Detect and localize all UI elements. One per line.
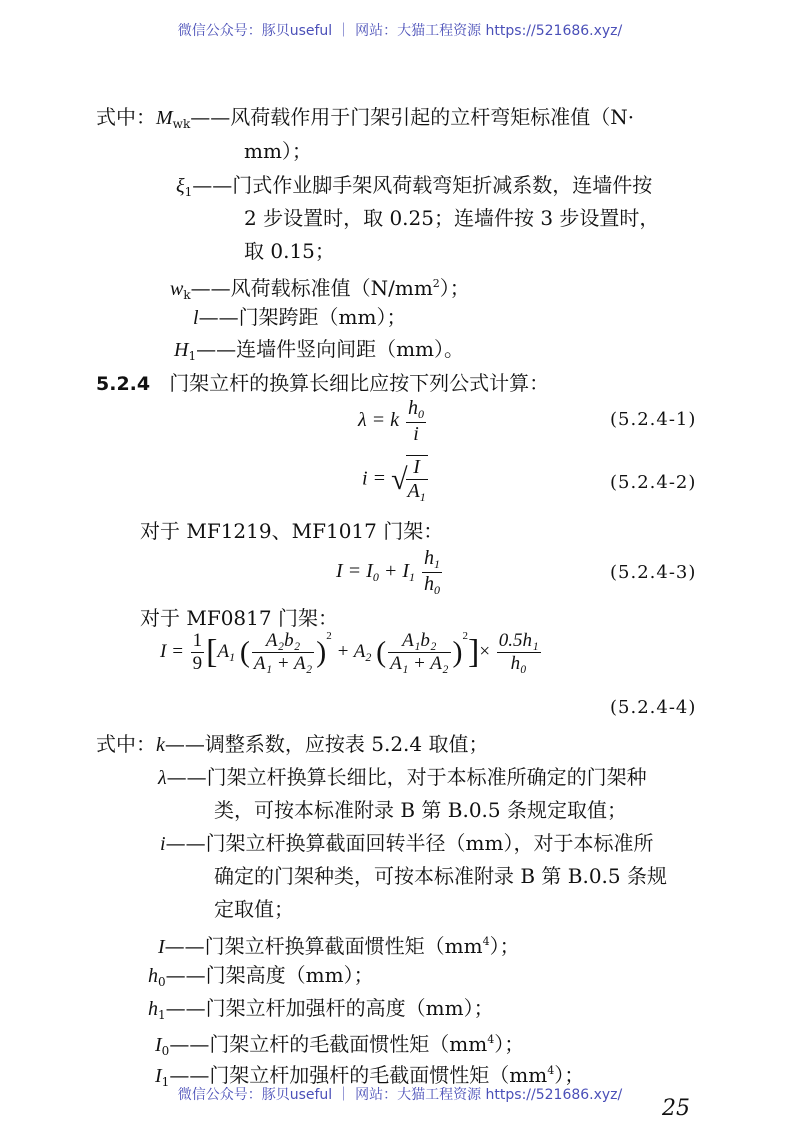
def-text: ）； xyxy=(494,1032,525,1056)
frac-num: A₁b₂ xyxy=(388,630,450,653)
subscript: 1 xyxy=(161,1075,170,1089)
subscript: 1 xyxy=(229,650,236,664)
superscript: 2 xyxy=(432,277,440,290)
symbol: i xyxy=(160,833,166,855)
symbol: w xyxy=(170,278,184,300)
superscript: 2 xyxy=(326,630,332,642)
def-text: ——门架立杆的毛截面惯性矩（mm xyxy=(169,1032,488,1056)
eq4-label: 对于 MF0817 门架： xyxy=(140,606,338,630)
def-i-cont2: 定取值； xyxy=(214,897,294,921)
left-paren: ( xyxy=(376,635,387,669)
page-number: 25 xyxy=(662,1096,690,1121)
eq-lhs: i = xyxy=(362,467,387,490)
symbol: M xyxy=(156,107,173,129)
def-text: ——门架立杆换算截面回转半径（mm），对于本标准所 xyxy=(165,831,654,855)
section-title: 门架立杆的换算长细比应按下列公式计算： xyxy=(169,371,550,395)
sqrt-icon: √ xyxy=(391,463,408,496)
frac-den xyxy=(422,573,442,598)
superscript: 4 xyxy=(547,1064,555,1077)
def-I xyxy=(158,929,520,960)
eq-term: + A xyxy=(336,641,366,662)
def-xi-cont2: 取 0.15； xyxy=(244,239,335,263)
def-lambda-cont: 类，可按本标准附录 B 第 B.0.5 条规定取值； xyxy=(214,798,627,822)
def-text: ）； xyxy=(489,934,520,958)
times-sign: × xyxy=(479,641,491,662)
symbol: λ xyxy=(158,767,167,789)
subscript: 1 xyxy=(184,185,193,199)
def-lambda xyxy=(158,764,647,791)
def-text: ——门架立杆加强杆的高度（mm）； xyxy=(165,996,494,1020)
eq-number-2: (5.2.4-2) xyxy=(610,472,697,493)
fraction xyxy=(388,630,450,675)
def-k xyxy=(96,731,489,758)
left-bracket: [ xyxy=(206,633,218,671)
subscript: k xyxy=(183,288,191,302)
def-text: ——连墙件竖向间距（mm）。 xyxy=(196,337,465,361)
def-h1 xyxy=(174,336,464,369)
frac-num-text: h xyxy=(423,547,434,569)
def-intro: 式中： xyxy=(96,732,156,756)
left-paren: ( xyxy=(239,635,250,669)
right-paren: ) xyxy=(452,635,463,669)
def-h0 xyxy=(148,962,374,995)
def-text: ——调整系数，应按表 5.2.4 取值； xyxy=(164,732,489,756)
symbol: I xyxy=(158,936,165,958)
frac-den-text: h xyxy=(423,573,434,595)
superscript: 4 xyxy=(482,935,490,948)
equation-3 xyxy=(336,547,444,598)
subscript: wk xyxy=(172,117,191,131)
def-text: ——门架高度（mm）； xyxy=(165,963,374,987)
subscript: 0 xyxy=(433,583,440,597)
subscript: 0 xyxy=(158,975,166,989)
def-text: ——门架跨距（mm）； xyxy=(198,305,407,329)
def-text: ——风荷载标准值（N/mm xyxy=(190,276,433,300)
superscript: 2 xyxy=(462,630,468,642)
def-i-cont1: 确定的门架种类，可按本标准附录 B 第 B.0.5 条规 xyxy=(214,864,667,888)
frac-den: i xyxy=(413,423,419,445)
symbol: l xyxy=(193,307,199,329)
def-text: ）； xyxy=(554,1063,585,1087)
fraction xyxy=(422,547,442,598)
def-intro: 式中： xyxy=(96,105,156,129)
equation-2 xyxy=(362,455,430,505)
fraction xyxy=(252,630,314,675)
fraction xyxy=(406,397,426,446)
symbol: I xyxy=(155,1034,162,1056)
frac-den-text: A xyxy=(407,480,420,502)
def-i xyxy=(160,830,654,857)
frac-den: A₁ + A₂ xyxy=(390,653,449,675)
right-bracket: ] xyxy=(468,633,480,671)
subscript: 1 xyxy=(408,570,415,585)
subscript: 0 xyxy=(418,407,425,421)
symbol: h xyxy=(148,998,158,1020)
section-number: 5.2.4 xyxy=(96,373,151,395)
symbol: H xyxy=(174,339,189,361)
frac-num: I xyxy=(406,456,428,480)
watermark-top: 微信公众号：豚贝useful ｜ 网站：大猫工程资源 https://521686.xyz/ xyxy=(177,23,623,39)
eq-lhs: I = I xyxy=(336,560,373,583)
eq-number-3: (5.2.4-3) xyxy=(610,562,697,583)
subscript: 1 xyxy=(433,557,440,571)
eq-lhs: λ = k xyxy=(358,409,400,432)
frac-num xyxy=(406,397,426,423)
eq-number-4: (5.2.4-4) xyxy=(610,697,697,718)
frac-num xyxy=(422,547,442,573)
subscript: 0 xyxy=(161,1044,170,1058)
fraction xyxy=(497,630,541,675)
def-h1 xyxy=(148,995,494,1028)
def-mwk xyxy=(96,104,634,137)
subscript: 1 xyxy=(188,349,197,363)
symbol: ξ xyxy=(176,175,185,197)
frac-num: 1 xyxy=(192,630,203,652)
def-text: ——门架立杆加强杆的毛截面惯性矩（mm xyxy=(169,1063,548,1087)
frac-num: A₂b₂ xyxy=(252,630,314,653)
subscript: 2 xyxy=(365,650,372,664)
right-paren: ) xyxy=(316,635,327,669)
def-xi-cont1: 2 步设置时，取 0.25；连墙件按 3 步设置时， xyxy=(244,206,660,230)
subscript: 1 xyxy=(419,490,426,504)
eq-lhs: I = xyxy=(160,641,184,662)
def-wk xyxy=(170,271,470,308)
eq-number-1: (5.2.4-1) xyxy=(610,409,697,430)
eq-term: A xyxy=(217,641,230,662)
def-mwk-cont: mm）； xyxy=(244,139,312,163)
def-text: ）； xyxy=(439,276,470,300)
superscript: 4 xyxy=(487,1033,495,1046)
symbol: h xyxy=(148,965,158,987)
def-text: ——门式作业脚手架风荷载弯矩折减系数，连墙件按 xyxy=(192,173,653,197)
section-heading xyxy=(96,370,549,397)
frac-den xyxy=(406,480,428,505)
frac-num-text: h xyxy=(408,397,419,419)
def-text: ——门架立杆换算截面惯性矩（mm xyxy=(164,934,483,958)
def-text: ——风荷载作用于门架引起的立杆弯矩标准值（N· xyxy=(190,105,635,129)
def-text: ——门架立杆换算长细比，对于本标准所确定的门架种 xyxy=(166,765,647,789)
def-xi xyxy=(176,172,652,205)
frac-den: 9 xyxy=(192,653,203,675)
watermark-bottom: 微信公众号：豚贝useful ｜ 网站：大猫工程资源 https://521686.xyz/ xyxy=(177,1087,623,1103)
equation-1 xyxy=(358,397,428,446)
subscript: 0 xyxy=(372,570,379,585)
equation-4 xyxy=(160,630,543,675)
fraction-coef xyxy=(191,630,205,675)
def-l xyxy=(193,304,407,331)
subscript: 1 xyxy=(158,1008,166,1022)
eq3-label: 对于 MF1219、MF1017 门架： xyxy=(140,519,444,543)
frac-num: 0.5h₁ xyxy=(498,630,539,652)
frac-den: A₁ + A₂ xyxy=(253,653,313,675)
eq-term: + I xyxy=(378,560,409,583)
symbol: k xyxy=(156,734,165,756)
frac-den: h₀ xyxy=(510,653,527,675)
symbol: I xyxy=(155,1065,162,1087)
fraction xyxy=(406,455,428,505)
